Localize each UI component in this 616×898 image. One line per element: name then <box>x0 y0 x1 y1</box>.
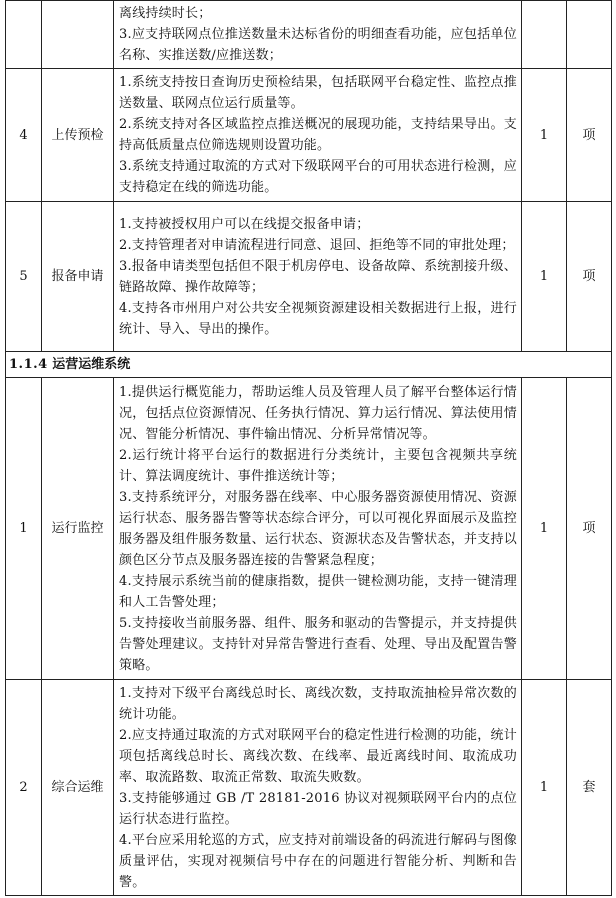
description-paragraph: 2.应支持通过取流的方式对联网平台的稳定性进行检测的功能，统计项包括离线总时长、离线次数、在线率、最近离线时间、取流成功率、取流路数、取流正常数、取流失败数。 <box>119 727 517 785</box>
quantity-cell: 1 <box>522 69 567 202</box>
description-paragraph: 2.运行统计将平台运行的数据进行分类统计，主要包含视频共享统计、算法调度统计、事件推送统计等； <box>119 447 517 484</box>
unit-cell: 套 <box>567 680 612 896</box>
description-cell <box>114 680 522 896</box>
item-name-cell: 报备申请 <box>42 202 114 352</box>
description-paragraph: 离线持续时长； <box>119 6 212 21</box>
description-paragraph: 1.提供运行概览能力，帮助运维人员及管理人员了解平台整体运行情况，包括点位资源情况、任务执行情况、算力运行情况、算法使用情况、智能分析情况、事件输出情况、分析异常情况等。 <box>119 384 517 442</box>
quantity-cell: 1 <box>522 680 567 896</box>
section-heading <box>6 352 612 378</box>
table-row <box>6 1 612 69</box>
section-number: 1.1.4 <box>9 357 48 372</box>
row-number-cell <box>6 1 42 69</box>
description-cell <box>114 69 522 202</box>
quantity-cell: 1 <box>522 378 567 680</box>
description-paragraph: 3.报备申请类型包括但不限于机房停电、设备故障、系统割接升级、链路故障、操作故障等； <box>119 258 517 295</box>
description-paragraph: 4.支持各市州用户对公共安全视频资源建设相关数据进行上报，进行统计、导入、导出的操作。 <box>119 300 517 337</box>
description-paragraph: 3.应支持联网点位推送数量未达标省份的明细查看功能，应包括单位名称、实推送数/应推送数； <box>119 27 517 63</box>
requirements-table <box>5 0 612 896</box>
unit-cell: 项 <box>567 69 612 202</box>
description-cell <box>114 202 522 352</box>
item-name-cell <box>42 1 114 69</box>
row-number-cell: 1 <box>6 378 42 680</box>
description-paragraph: 2.系统支持对各区域监控点推送概况的展现功能，支持结果导出。支持高低质量点位筛选规则设置功能。 <box>119 117 517 153</box>
description-paragraph: 5.支持接收当前服务器、组件、服务和驱动的告警提示，并支持提供告警处理建议。支持针对异常告警进行查看、处理、导出及配置告警策略。 <box>119 615 517 673</box>
item-name-cell: 运行监控 <box>42 378 114 680</box>
description-paragraph: 2.支持管理者对申请流程进行同意、退回、拒绝等不同的审批处理； <box>119 237 515 253</box>
table-row <box>6 680 612 896</box>
description-paragraph: 3.系统支持通过取流的方式对下级联网平台的可用状态进行检测，应支持稳定在线的筛选功能。 <box>119 159 517 195</box>
row-number-cell: 4 <box>6 69 42 202</box>
unit-cell: 项 <box>567 378 612 680</box>
section-title: 运营运维系统 <box>52 357 131 372</box>
description-paragraph: 1.支持被授权用户可以在线提交报备申请； <box>119 216 370 232</box>
row-number-cell: 5 <box>6 202 42 352</box>
description-paragraph: 4.平台应采用轮巡的方式，应支持对前端设备的码流进行解码与图像质量评估，实现对视频信号中存在的问题进行智能分析、判断和告警。 <box>119 832 517 890</box>
unit-cell: 项 <box>567 202 612 352</box>
table-row <box>6 378 612 680</box>
quantity-cell: 1 <box>522 202 567 352</box>
description-paragraph: 3.支持能够通过 GB /T 28181-2016 协议对视频联网平台内的点位运行状态进行监控。 <box>119 790 517 827</box>
item-name-cell: 综合运维 <box>42 680 114 896</box>
description-paragraph: 4.支持展示系统当前的健康指数，提供一键检测功能，支持一键清理和人工告警处理； <box>119 573 517 610</box>
description-cell <box>114 1 522 69</box>
quantity-cell <box>522 1 567 69</box>
item-name-cell: 上传预检 <box>42 69 114 202</box>
description-cell <box>114 378 522 680</box>
section-row <box>6 352 612 378</box>
row-number-cell: 2 <box>6 680 42 896</box>
table-row <box>6 69 612 202</box>
description-paragraph: 3.支持系统评分，对服务器在线率、中心服务器资源使用情况、资源运行状态、服务器告警等状态综合评分，可以可视化界面展示及监控服务器及组件服务数量、运行状态、资源状态及告警状态，并支持以颜色区分节点及服务器连接的告警紧急程度； <box>119 489 517 568</box>
table-row <box>6 202 612 352</box>
unit-cell <box>567 1 612 69</box>
description-paragraph: 1.系统支持按日查询历史预检结果，包括联网平台稳定性、监控点推送数量、联网点位运行质量等。 <box>119 75 517 111</box>
description-paragraph: 1.支持对下级平台离线总时长、离线次数，支持取流抽检异常次数的统计功能。 <box>119 685 517 722</box>
